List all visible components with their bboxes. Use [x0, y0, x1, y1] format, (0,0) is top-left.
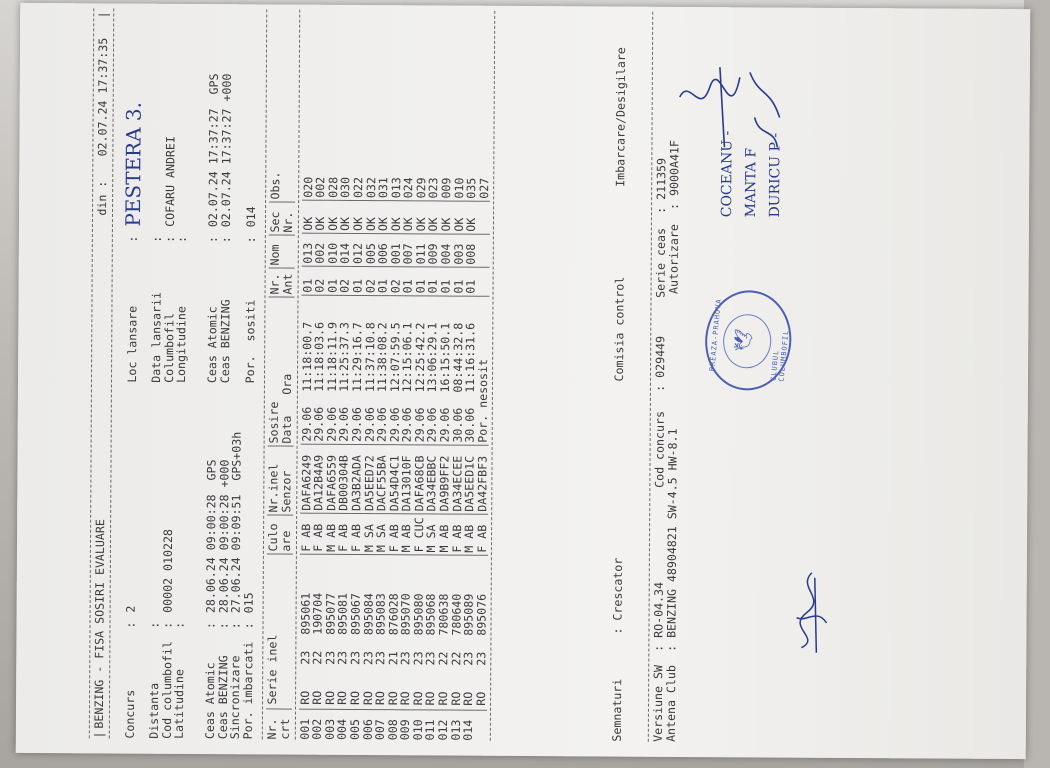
cell-nr: 003 — [322, 718, 337, 740]
cell-serie: 895070 — [398, 593, 413, 636]
col-nom-header: Nom — [269, 235, 282, 268]
cell-sex: F — [337, 538, 350, 555]
cell-cul: AB — [336, 523, 351, 538]
cell-ora: 13:06:29.1 — [425, 322, 440, 393]
col-nr-header: Nr. — [265, 718, 280, 740]
cell-sec: OK — [352, 201, 365, 234]
cell-ora: 08:44:32.8 — [450, 322, 466, 393]
cell-tara: RO — [399, 665, 412, 710]
cell-sex: F — [350, 538, 363, 555]
cell-data: 29.06 — [338, 392, 351, 445]
comisia-label: Comisia control — [612, 276, 628, 382]
latitudine-label: Latitudine — [172, 669, 187, 739]
cell-tara: RO — [462, 666, 475, 711]
cell-serie: 895089 — [461, 593, 476, 636]
cell-inel: DA34ECEE — [451, 446, 464, 515]
cell-ora: 11:16:31.6 — [463, 322, 478, 393]
stamp-bottom-text: CLUBUL COLUMBOFIL — [769, 329, 791, 383]
cell-tara: RO — [324, 665, 337, 710]
concurs-value: 2 — [123, 605, 138, 613]
cell-serie: 895081 — [335, 592, 351, 635]
cell-ora — [477, 297, 490, 393]
cell-data: 29.06 — [401, 392, 414, 445]
cell-ant: 01 — [465, 268, 478, 297]
cell-ant: 01 — [301, 267, 314, 296]
cell-serie: 780638 — [436, 593, 451, 636]
data-lansarii-label: Data lansarii — [149, 291, 164, 383]
cell-ora: 11:25:37.3 — [337, 322, 352, 392]
arrivals-table — [262, 9, 496, 740]
col-culoare-header: Culo — [267, 515, 280, 554]
cell-sec: OK — [327, 201, 340, 234]
cod-concurs-value: 029449 — [653, 335, 668, 378]
cell-data: 29.06 — [300, 392, 313, 445]
cell-serie: 876028 — [386, 593, 401, 636]
cell-obs: 031 — [377, 158, 390, 201]
cell-nom: 009 — [427, 234, 440, 267]
cell-nom: 012 — [352, 234, 365, 267]
cell-an: 23 — [297, 650, 312, 665]
ceas-benzing-label: Ceas BENZING — [215, 655, 230, 740]
por-sositi-label: Por. sositi — [242, 299, 258, 384]
col-ant-header: Nr. — [269, 268, 282, 297]
cell-an: 23 — [373, 651, 388, 666]
cell-serie: 895084 — [360, 593, 376, 636]
cell-serie: 190704 — [310, 592, 325, 635]
serie-ceas-value: 211359 — [654, 157, 669, 200]
cell-sex: F — [312, 538, 325, 555]
cell-ant: 01 — [414, 267, 427, 296]
handwritten-name-3: DURICU P - — [767, 132, 784, 218]
cell-cul: SA — [361, 524, 376, 539]
cell-nom — [478, 235, 491, 268]
cell-ant: 02 — [389, 267, 402, 296]
cell-an: 23 — [335, 650, 350, 665]
cell-serie: 780640 — [449, 593, 464, 636]
table-bottom-divider — [490, 11, 495, 741]
cell-serie: 895077 — [323, 592, 338, 635]
cell-cul: AB — [449, 524, 464, 539]
antena-label: Antena Club — [663, 665, 678, 742]
cell-cul: AB — [437, 524, 452, 539]
semnaturi-label: Semnaturi — [610, 678, 625, 742]
commission-signatures — [659, 57, 790, 168]
cell-cul: AB — [311, 523, 326, 538]
signatures-row — [611, 12, 628, 742]
cell-ora: 12:25:42.2 — [412, 322, 428, 393]
col-obs-header: Obs. — [269, 159, 282, 202]
cell-ora: 11:37:10.8 — [362, 322, 377, 393]
cell-obs: 029 — [415, 158, 428, 201]
cell-data: 29.06 — [351, 392, 364, 445]
cell-sec: OK — [301, 201, 314, 234]
cell-obs: 010 — [453, 159, 466, 202]
report-title: BENZING - FISA SOSIRI EVALUARE — [91, 519, 108, 729]
breeder-signature — [786, 568, 837, 658]
cell-nr: 014 — [461, 719, 476, 741]
cell-data: 29.06 — [426, 392, 439, 445]
cell-an: 22 — [310, 650, 325, 665]
table-body — [298, 10, 491, 741]
cell-serie: 895067 — [348, 593, 363, 636]
printed-report — [86, 8, 1050, 744]
cell-ant: 01 — [326, 267, 339, 296]
cell-sec: OK — [377, 201, 390, 234]
cell-sec: OK — [390, 201, 403, 234]
cell-nom: 014 — [339, 234, 352, 267]
cell-sec: OK — [465, 202, 478, 235]
autorizare-value: 9000A41F — [666, 140, 682, 196]
cell-data: 29.06 — [376, 392, 389, 445]
info-block: Concurs : 2 Loc lansare : PESTERA 3. Distanta : Data lansarii : Cod columbofil : 00002 010228 Columbofil : COFARU ANDREI Latitudine : Longitudine : — [123, 9, 190, 739]
cell-sec: OK — [364, 201, 377, 234]
col-serie-header: Serie inel — [266, 554, 280, 709]
cell-inel: DA3B2ADA — [350, 445, 363, 514]
cell-an: 23 — [411, 651, 426, 666]
cell-inel: DA5EED72 — [363, 445, 376, 514]
col-sosire-header: Sosire — [268, 297, 282, 446]
cell-nr: 013 — [448, 719, 463, 741]
cell-an: 23 — [360, 651, 375, 666]
cell-nr: 001 — [297, 718, 312, 740]
cod-columbofil-value: 00002 010228 — [160, 529, 175, 613]
cell-cul: AB — [386, 524, 401, 539]
loc-lansare-label: Loc lansare — [124, 305, 140, 383]
cell-cul: CUC — [411, 517, 427, 539]
cell-sex: F — [451, 539, 464, 556]
por-imbarcati-label: Por. imbarcati — [240, 641, 256, 740]
cell-nr: 007 — [372, 719, 388, 741]
cell-tara: RO — [336, 665, 349, 710]
autorizare-label: Autorizare — [666, 224, 681, 294]
cell-ora: 11:18:11.9 — [324, 321, 340, 392]
cell-obs: 002 — [314, 158, 327, 201]
cell-nom: 004 — [440, 234, 453, 267]
cell-an: 23 — [398, 651, 413, 666]
cod-columbofil-label: Cod columbofil — [159, 641, 175, 739]
cell-ora: 12:07:59.5 — [387, 322, 403, 393]
cell-obs: 030 — [339, 158, 352, 201]
stamp-top-text: BREAZA-PRAHOVA — [708, 298, 724, 372]
cell-sex: F — [388, 538, 401, 555]
cell-sec: OK — [440, 201, 453, 234]
cell-obs: 028 — [327, 158, 340, 201]
cell-nom: 011 — [415, 234, 428, 267]
latitudine-value — [174, 383, 188, 613]
cell-nr: 004 — [335, 718, 350, 740]
cell-tara: RO — [361, 665, 374, 710]
cell-inel: DB00304B — [337, 445, 350, 514]
cell-obs: 024 — [402, 158, 415, 201]
versiune-label: Versiune SW — [650, 665, 666, 742]
cell-ant: 01 — [452, 268, 465, 297]
cell-tara: RO — [424, 665, 437, 710]
cell-ora: 11:38:08.2 — [375, 322, 390, 393]
cell-nom: 005 — [364, 234, 377, 267]
report-header: | BENZING - FISA SOSIRI EVALUARE din : 02.07.24 17:37:35 | — [91, 11, 111, 739]
cell-sex: M — [362, 538, 375, 555]
cell-sec: OK — [427, 201, 440, 234]
antena-value: BENZING 48904821 SW-4.5 HW-8.1 — [664, 428, 680, 638]
cell-nr: 002 — [309, 718, 325, 740]
cell-nr: 008 — [385, 719, 400, 741]
cell-serie: 895083 — [373, 593, 388, 636]
cell-data: 30.06 — [451, 393, 464, 446]
cell-sex: M — [425, 538, 438, 555]
cell-sex: M — [375, 538, 388, 555]
cell-cul: AB — [474, 524, 489, 539]
cell-inel: DA54D4C1 — [388, 445, 401, 514]
cell-data: 30.06 — [464, 393, 477, 446]
cell-cul: SA — [374, 524, 389, 539]
cell-inel: DA5EED1C — [463, 446, 476, 515]
loc-lansare-value: PESTERA 3. — [120, 101, 146, 227]
cell-ora: 11:18:00.7 — [299, 321, 314, 392]
paper-sheet — [16, 3, 1031, 759]
cell-inel: DA34EBBC — [426, 445, 439, 514]
cell-data: 29.06 — [313, 392, 326, 445]
versiune-value: RO-04.34 — [651, 581, 666, 638]
cell-tara: RO — [437, 665, 450, 710]
cell-nom: 008 — [465, 235, 478, 268]
cell-inel: DA12B4A9 — [312, 445, 325, 514]
cod-concurs-label: Cod concurs — [652, 411, 667, 488]
cell-sex: M — [400, 538, 413, 555]
cell-nr: 011 — [423, 719, 438, 741]
col-nrinel-header: Nr.inel — [268, 446, 281, 515]
cell-sec: OK — [415, 201, 428, 234]
cell-cul: AB — [298, 523, 313, 538]
cell-obs: 020 — [302, 158, 315, 201]
cell-sec: OK — [314, 201, 327, 234]
cell-ant: 01 — [427, 267, 440, 296]
cell-serie: 895061 — [297, 592, 313, 635]
cell-an: 21 — [385, 651, 401, 666]
cell-sec: OK — [402, 201, 415, 234]
cell-nr — [475, 711, 488, 741]
ceas-atomic-label: Ceas Atomic — [202, 662, 218, 740]
col-sec2-header: Nr. — [282, 203, 295, 236]
ceas-benzing-value: 28.06.24 09:00:28 +000 — [216, 459, 232, 614]
clocks-block: Ceas Atomic : 28.06.24 09:00:28 GPS Ceas Atomic : 02.07.24 17:37:27 GPS Ceas BENZING : 28.06.24 09:00:28 +000 Ceas BENZING : 02.07.24 17:37:27 +000 Sincronizare : 27.06.24 09:09:51 GPS+03h Por. imbarcati : 015 Por. sositi : 014 — [204, 9, 259, 739]
cell-data: 29.06 — [439, 392, 452, 445]
cell-nom: 003 — [452, 235, 465, 268]
cell-nom: 007 — [402, 234, 415, 267]
ceas-benzing2-label: Ceas BENZING — [217, 299, 233, 384]
cell-ant: 02 — [314, 267, 327, 296]
cell-an: 22 — [448, 651, 464, 666]
cell-nom: 013 — [301, 234, 314, 267]
cell-cul: AB — [462, 524, 477, 539]
cell-tara: RO — [450, 666, 463, 711]
cell-ant: 02 — [364, 267, 377, 296]
cell-an: 23 — [423, 651, 438, 666]
cell-data: 29.06 — [363, 392, 376, 445]
ceas-atomic2-label: Ceas Atomic — [204, 306, 220, 384]
cell-sec: OK — [339, 201, 352, 234]
cell-obs: 035 — [465, 159, 478, 202]
cell-sex: M — [438, 538, 451, 555]
cell-ant: 01 — [377, 267, 390, 296]
cell-inel: DA9B9FF2 — [438, 445, 451, 514]
cell-obs: 023 — [428, 158, 441, 201]
cell-tara: RO — [299, 665, 312, 710]
din-value: 02.07.24 17:37:35 — [95, 37, 111, 157]
cell-nr: 010 — [410, 719, 425, 741]
cell-sex: F — [413, 538, 426, 555]
col-data-ora-header: Data Ora — [281, 298, 295, 447]
cell-inel: DAFA6249 — [300, 445, 313, 514]
cell-sex: F — [476, 539, 489, 556]
cell-nom: 002 — [314, 234, 327, 267]
cell-tara: RO — [475, 666, 488, 711]
cell-serie: 895068 — [423, 593, 439, 636]
longitudine-value — [176, 27, 190, 227]
cell-tara: RO — [412, 665, 425, 710]
cell-ant: 01 — [440, 267, 453, 296]
cell-cul: AB — [323, 523, 338, 538]
cell-obs: 027 — [478, 159, 491, 202]
cell-data: Por. nesosit — [476, 393, 489, 446]
col-sec-header: Sec — [269, 202, 282, 235]
cell-sec — [478, 202, 491, 235]
col-ant2-header: Ant — [281, 269, 294, 298]
sincronizare-value: 27.06.24 09:09:51 GPS+03h — [228, 431, 244, 614]
cell-inel: DA42FBF3 — [476, 446, 489, 515]
din-label: din : — [95, 180, 110, 216]
cell-sec: OK — [453, 202, 466, 235]
cell-an: 23 — [322, 650, 338, 665]
concurs-label: Concurs — [122, 689, 137, 739]
cell-ora: 11:29:16.7 — [349, 322, 365, 393]
cell-tara: RO — [311, 665, 324, 710]
cell-obs: 022 — [352, 158, 365, 201]
cell-ant — [477, 268, 490, 297]
cell-inel: DACF55BA — [375, 445, 388, 514]
cell-tara: RO — [349, 665, 362, 710]
cell-sex: M — [325, 538, 338, 555]
cell-inel: DA13010F — [400, 445, 413, 514]
por-imbarcati-value: 015 — [241, 592, 256, 614]
cell-nr: 005 — [347, 718, 362, 741]
columbofil-value: COFARU ANDREI — [162, 136, 178, 227]
footer: Versiune SW : RO-04.34 Cod concurs : 029449 Serie ceas : 211359 Antena Club : BENZING 48904821 SW-4.5 HW-8.1 Autorizare : 9000A41F — [648, 12, 682, 742]
cell-obs: 032 — [365, 158, 378, 201]
cell-an: 22 — [436, 651, 451, 666]
cell-nr: 009 — [398, 719, 413, 741]
sincronizare-label: Sincronizare — [227, 655, 243, 740]
cell-nr: 006 — [360, 719, 375, 741]
cell-data: 29.06 — [325, 392, 338, 445]
imbarcare-label: Imbarcare/Desigilare — [613, 47, 629, 187]
cell-cul: SA — [424, 524, 439, 539]
cell-inel: DAFA6559 — [325, 445, 338, 514]
cell-ora: 12:15:06.1 — [400, 322, 415, 393]
cell-tara: RO — [387, 665, 400, 710]
longitudine-label: Longitudine — [174, 306, 189, 383]
cell-serie: 895080 — [411, 593, 426, 636]
col-crt-header: crt — [277, 718, 292, 740]
cell-nom: 010 — [326, 234, 339, 267]
cell-cul: AB — [399, 524, 414, 539]
cell-an: 23 — [474, 651, 489, 666]
cell-nr: 012 — [435, 719, 450, 741]
handwritten-name-1: COCEANU - — [719, 130, 736, 218]
serie-ceas-label: Serie ceas — [653, 227, 668, 298]
distanta-label: Distanta — [146, 682, 162, 739]
cell-data: 29.06 — [413, 392, 426, 445]
cell-obs: 009 — [440, 158, 453, 201]
cell-nom: 006 — [377, 234, 390, 267]
col-senzor-header: Senzor — [280, 447, 293, 516]
cell-obs: 013 — [390, 158, 403, 201]
cell-ant: 02 — [339, 267, 352, 296]
columbofil-label: Columbofil — [161, 312, 177, 383]
cell-an: 23 — [348, 650, 363, 666]
cell-ant: 01 — [351, 267, 364, 296]
crescator-label: : Crescator — [610, 557, 626, 635]
ceas-benzing2-value: 02.07.24 17:37:27 +000 — [218, 73, 234, 228]
cell-serie: 895076 — [474, 593, 489, 636]
cell-ora: 11:18:03.6 — [312, 321, 327, 392]
cell-inel: DAFA68CB — [413, 445, 426, 514]
handwritten-name-2: MANTA F — [743, 147, 760, 218]
pigeon-icon: 🕊 — [732, 328, 756, 353]
cell-sex: M — [463, 539, 476, 556]
cell-tara: RO — [374, 665, 387, 710]
cell-sex: F — [299, 538, 312, 555]
ceas-atomic-value: 28.06.24 09:00:28 GPS — [203, 459, 219, 614]
cell-nom: 001 — [389, 234, 402, 267]
cell-data: 29.06 — [388, 392, 401, 445]
cell-ora: 16:15:50.1 — [437, 322, 453, 393]
col-are-header: are — [280, 516, 293, 555]
ceas-atomic2-value: 02.07.24 17:37:27 GPS — [205, 73, 221, 228]
cell-ant: 01 — [402, 267, 415, 296]
cell-an: 23 — [461, 651, 476, 666]
por-sositi-value: 014 — [243, 206, 258, 228]
cell-cul: AB — [348, 523, 364, 539]
